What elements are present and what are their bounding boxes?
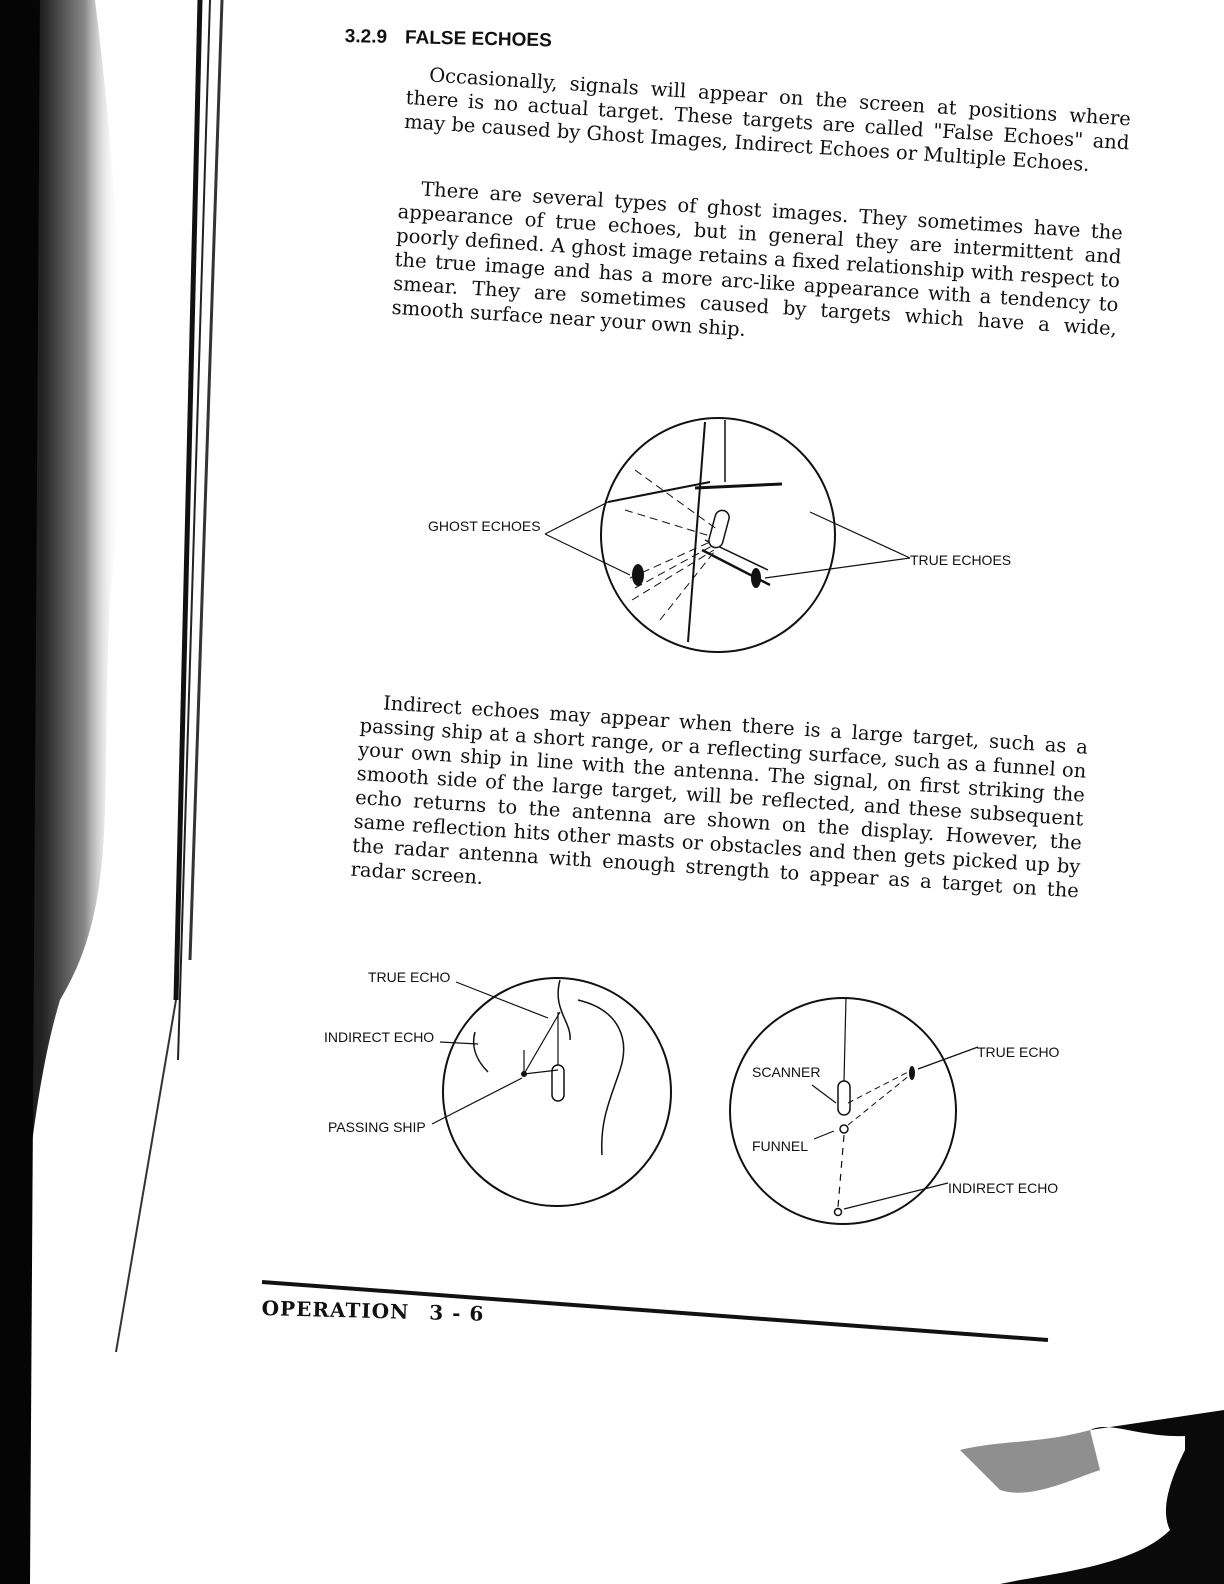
fig2-indirect-echo-label: INDIRECT ECHO bbox=[324, 1029, 435, 1045]
true-echoes-label: TRUE ECHOES bbox=[910, 552, 1012, 568]
ghost-echoes-diagram bbox=[420, 410, 1040, 670]
passing-ship-diagram bbox=[320, 960, 690, 1210]
fig3-funnel-label: FUNNEL bbox=[752, 1138, 809, 1154]
section-heading bbox=[345, 26, 552, 52]
fig2-true-echo-label: TRUE ECHO bbox=[368, 969, 451, 985]
section-number: 3.2.9 bbox=[344, 26, 388, 48]
fig3-true-echo-label: TRUE ECHO bbox=[977, 1044, 1060, 1060]
fig2-passing-ship-label: PASSING SHIP bbox=[328, 1119, 426, 1135]
scan-artifact bbox=[940, 1410, 1224, 1584]
fig3-scanner-label: SCANNER bbox=[752, 1064, 821, 1080]
section-title: FALSE ECHOES bbox=[404, 27, 552, 52]
footer-section-label: OPERATION bbox=[261, 1296, 410, 1324]
paragraph-false-echoes: Occasionally, signals will appear on the screen at positions where there is no actual target. These targets are called "False Echoes" and may be caused by Ghost Images, Indirect Echoes or Multiple Echoes. bbox=[403, 63, 1132, 176]
fig3-indirect-echo-label: INDIRECT ECHO bbox=[948, 1180, 1059, 1196]
funnel-diagram bbox=[720, 985, 1100, 1230]
paragraph-indirect-echoes: Indirect echoes may appear when there is a large target, such as a passing ship at a short range, or a reflecting surface, such as a funnel on your own ship in line with the antenna. The signal, on first striking the smooth side of the large target, will be reflected, and these subsequent echo returns to the antenna are shown on the display. However, the same reflection hits other masts or obstacles and then gets picked up by the radar antenna with enough strength to appear as a target on the radar screen. bbox=[350, 691, 1089, 903]
page-number: 3 - 6 bbox=[429, 1300, 485, 1326]
paragraph-ghost-images: There are several types of ghost images. They sometimes have the appearance of true echoes, but in general they are intermittent and poorly defined. A ghost image retains a fixed relationship with respect to the true image and has a more arc-like appearance with a tendency to smear. They are sometimes caused by targets which have a wide, smooth surface near your own ship. bbox=[391, 177, 1124, 341]
ghost-echoes-label: GHOST ECHOES bbox=[428, 518, 541, 534]
